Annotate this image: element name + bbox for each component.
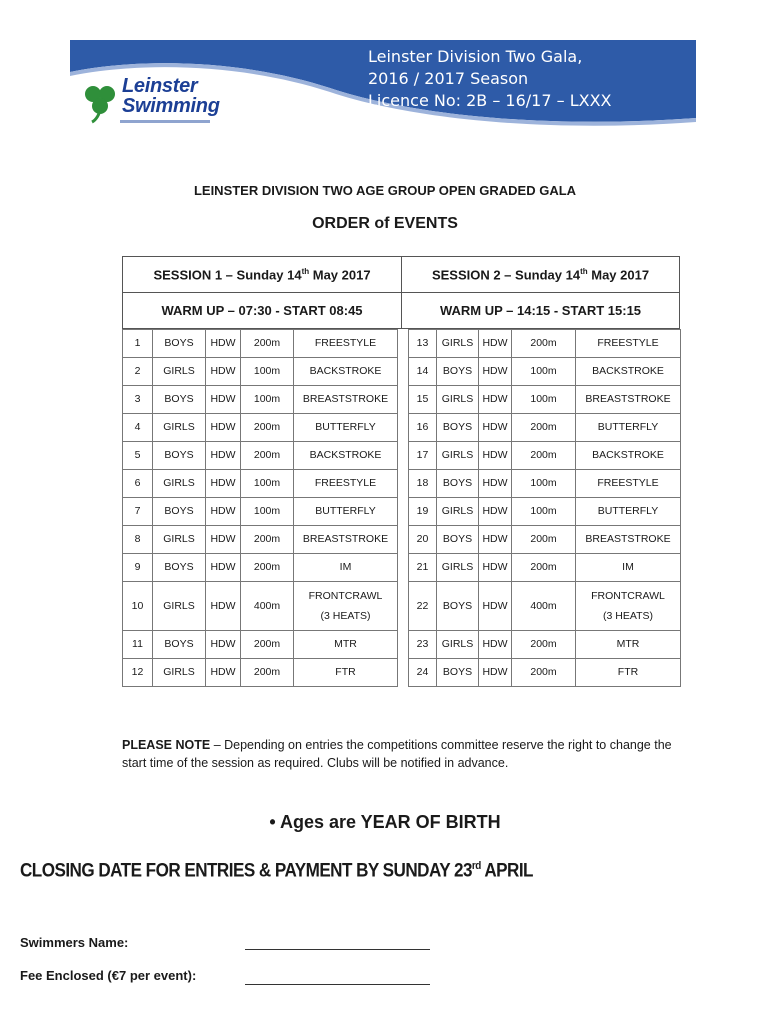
event-distance: 200m	[512, 330, 576, 358]
event-stroke: FREESTYLE	[576, 470, 681, 498]
banner-line-2: 2016 / 2017 Season	[368, 69, 529, 88]
event-number: 12	[123, 659, 153, 687]
event-stroke: MTR	[294, 631, 398, 659]
event-distance: 200m	[512, 631, 576, 659]
event-category: HDW	[479, 498, 512, 526]
event-number: 1	[123, 330, 153, 358]
swimmers-name-label: Swimmers Name:	[20, 935, 129, 950]
banner-title	[368, 46, 688, 112]
event-distance: 200m	[512, 659, 576, 687]
swimmers-name-field[interactable]	[245, 948, 430, 950]
event-gender: BOYS	[153, 330, 206, 358]
event-number: 3	[123, 386, 153, 414]
event-category: HDW	[206, 631, 241, 659]
event-category: HDW	[479, 526, 512, 554]
logo-wordmark	[122, 76, 220, 116]
event-distance: 200m	[241, 442, 294, 470]
event-gender: GIRLS	[153, 470, 206, 498]
event-category: HDW	[479, 358, 512, 386]
event-stroke: FTR	[576, 659, 681, 687]
event-number: 19	[409, 498, 437, 526]
event-category: HDW	[479, 470, 512, 498]
event-distance: 200m	[512, 526, 576, 554]
event-stroke: BREASTSTROKE	[294, 526, 398, 554]
event-gender: GIRLS	[437, 554, 479, 582]
event-stroke: BREASTSTROKE	[294, 386, 398, 414]
event-stroke: FREESTYLE	[294, 470, 398, 498]
event-category: HDW	[206, 526, 241, 554]
event-category: HDW	[206, 414, 241, 442]
event-row	[123, 582, 398, 631]
event-category: HDW	[479, 414, 512, 442]
event-number: 24	[409, 659, 437, 687]
event-heats: (3 HEATS)	[320, 609, 371, 622]
event-gender: BOYS	[153, 631, 206, 659]
please-note	[122, 736, 682, 772]
event-row	[409, 330, 681, 358]
event-row	[409, 582, 681, 631]
event-gender: GIRLS	[153, 414, 206, 442]
event-distance: 200m	[512, 414, 576, 442]
event-number: 10	[123, 582, 153, 631]
event-category: HDW	[206, 498, 241, 526]
event-stroke	[576, 582, 681, 631]
event-stroke	[294, 582, 398, 631]
event-stroke: BACKSTROKE	[294, 358, 398, 386]
event-gender: GIRLS	[153, 358, 206, 386]
event-stroke: BACKSTROKE	[576, 442, 681, 470]
please-note-label: PLEASE NOTE	[122, 738, 211, 752]
event-number: 18	[409, 470, 437, 498]
event-number: 20	[409, 526, 437, 554]
event-distance: 100m	[512, 470, 576, 498]
event-stroke: BUTTERFLY	[576, 498, 681, 526]
event-stroke: FREESTYLE	[576, 330, 681, 358]
event-row	[123, 414, 398, 442]
logo-line-2: Swimming	[122, 95, 220, 117]
event-category: HDW	[206, 554, 241, 582]
event-gender: BOYS	[153, 386, 206, 414]
event-gender: GIRLS	[437, 386, 479, 414]
event-number: 9	[123, 554, 153, 582]
event-row	[409, 659, 681, 687]
event-category: HDW	[479, 386, 512, 414]
event-stroke: BREASTSTROKE	[576, 526, 681, 554]
fee-enclosed-label: Fee Enclosed (€7 per event):	[20, 968, 197, 983]
event-row	[409, 631, 681, 659]
event-gender: BOYS	[437, 582, 479, 631]
event-number: 23	[409, 631, 437, 659]
gala-title: LEINSTER DIVISION TWO AGE GROUP OPEN GRADED GALA	[193, 183, 577, 198]
session-2-title	[401, 256, 680, 293]
event-number: 5	[123, 442, 153, 470]
event-distance: 100m	[512, 358, 576, 386]
event-stroke: IM	[576, 554, 681, 582]
event-gender: GIRLS	[153, 582, 206, 631]
event-distance: 200m	[241, 659, 294, 687]
event-gender: GIRLS	[437, 442, 479, 470]
event-stroke: BACKSTROKE	[294, 442, 398, 470]
event-row	[123, 386, 398, 414]
event-category: HDW	[206, 659, 241, 687]
event-distance: 100m	[512, 386, 576, 414]
event-row	[409, 414, 681, 442]
event-gender: BOYS	[437, 526, 479, 554]
event-gender: BOYS	[437, 414, 479, 442]
event-category: HDW	[206, 582, 241, 631]
event-stroke: BUTTERFLY	[294, 498, 398, 526]
event-stroke: FREESTYLE	[294, 330, 398, 358]
event-row	[123, 330, 398, 358]
event-number: 22	[409, 582, 437, 631]
logo-line-1: Leinster	[122, 75, 198, 97]
session-1-title-text: SESSION 1 – Sunday 14th May 2017	[153, 266, 371, 283]
event-row	[409, 526, 681, 554]
event-heats: (3 HEATS)	[603, 609, 653, 622]
event-gender: BOYS	[153, 554, 206, 582]
event-distance: 200m	[241, 631, 294, 659]
event-distance: 200m	[512, 442, 576, 470]
event-stroke: IM	[294, 554, 398, 582]
ages-note: • Ages are YEAR OF BIRTH	[269, 812, 501, 832]
event-gender: GIRLS	[153, 659, 206, 687]
event-stroke-name: FRONTCRAWL	[591, 589, 665, 602]
fee-enclosed-field[interactable]	[245, 983, 430, 985]
event-stroke: MTR	[576, 631, 681, 659]
event-distance: 200m	[241, 330, 294, 358]
event-row	[123, 470, 398, 498]
order-of-events-title: ORDER of EVENTS	[312, 215, 458, 232]
event-category: HDW	[479, 554, 512, 582]
banner-line-3: Licence No: 2B – 16/17 – LXXX	[368, 91, 612, 110]
event-gender: BOYS	[437, 470, 479, 498]
event-gender: BOYS	[153, 442, 206, 470]
closing-date: CLOSING DATE FOR ENTRIES & PAYMENT BY SUNDAY 23rd APRIL	[20, 860, 533, 882]
event-row	[123, 358, 398, 386]
event-number: 4	[123, 414, 153, 442]
event-category: HDW	[479, 582, 512, 631]
event-distance: 200m	[241, 526, 294, 554]
event-row	[123, 631, 398, 659]
event-row	[123, 498, 398, 526]
event-gender: GIRLS	[437, 498, 479, 526]
event-gender: BOYS	[153, 498, 206, 526]
event-distance: 100m	[241, 386, 294, 414]
event-number: 16	[409, 414, 437, 442]
event-gender: BOYS	[437, 358, 479, 386]
event-number: 14	[409, 358, 437, 386]
event-stroke: BREASTSTROKE	[576, 386, 681, 414]
event-distance: 100m	[241, 498, 294, 526]
event-row	[409, 442, 681, 470]
event-number: 6	[123, 470, 153, 498]
leinster-swimming-logo	[80, 76, 240, 126]
please-note-text: – Depending on entries the competitions committee reserve the right to change the start time of the session as required. Clubs will be notified in advance.	[122, 738, 672, 770]
event-row	[409, 554, 681, 582]
event-distance: 100m	[241, 470, 294, 498]
event-category: HDW	[206, 330, 241, 358]
session-1-events-table	[122, 329, 398, 687]
event-distance: 200m	[241, 414, 294, 442]
event-row	[123, 442, 398, 470]
event-distance: 400m	[512, 582, 576, 631]
event-number: 21	[409, 554, 437, 582]
event-category: HDW	[206, 442, 241, 470]
session-2-title-text: SESSION 2 – Sunday 14th May 2017	[431, 266, 650, 283]
event-category: HDW	[479, 330, 512, 358]
event-number: 7	[123, 498, 153, 526]
event-row	[409, 358, 681, 386]
event-gender: BOYS	[437, 659, 479, 687]
event-number: 17	[409, 442, 437, 470]
event-number: 13	[409, 330, 437, 358]
event-row	[123, 526, 398, 554]
event-stroke-name: FRONTCRAWL	[308, 589, 383, 602]
event-category: HDW	[206, 386, 241, 414]
event-category: HDW	[479, 631, 512, 659]
event-row	[409, 498, 681, 526]
event-category: HDW	[479, 659, 512, 687]
logo-underline	[120, 120, 210, 123]
session-1-title	[122, 256, 402, 293]
event-number: 11	[123, 631, 153, 659]
event-number: 8	[123, 526, 153, 554]
event-gender: GIRLS	[437, 631, 479, 659]
event-number: 2	[123, 358, 153, 386]
shamrock-icon	[80, 80, 120, 124]
event-distance: 100m	[512, 498, 576, 526]
event-stroke: FTR	[294, 659, 398, 687]
event-stroke: BUTTERFLY	[576, 414, 681, 442]
event-stroke: BUTTERFLY	[294, 414, 398, 442]
header-banner	[0, 0, 770, 160]
event-number: 15	[409, 386, 437, 414]
event-gender: GIRLS	[153, 526, 206, 554]
event-distance: 100m	[241, 358, 294, 386]
event-row	[409, 470, 681, 498]
event-category: HDW	[479, 442, 512, 470]
event-category: HDW	[206, 358, 241, 386]
event-stroke: BACKSTROKE	[576, 358, 681, 386]
event-category: HDW	[206, 470, 241, 498]
event-distance: 200m	[512, 554, 576, 582]
event-row	[123, 554, 398, 582]
session-1-warmup: WARM UP – 07:30 - START 08:45	[122, 292, 402, 329]
event-gender: GIRLS	[437, 330, 479, 358]
event-row	[123, 659, 398, 687]
event-distance: 400m	[241, 582, 294, 631]
event-distance: 200m	[241, 554, 294, 582]
session-2-events-table	[408, 329, 681, 687]
event-row	[409, 386, 681, 414]
session-2-warmup: WARM UP – 14:15 - START 15:15	[401, 292, 680, 329]
banner-line-1: Leinster Division Two Gala,	[368, 47, 583, 66]
